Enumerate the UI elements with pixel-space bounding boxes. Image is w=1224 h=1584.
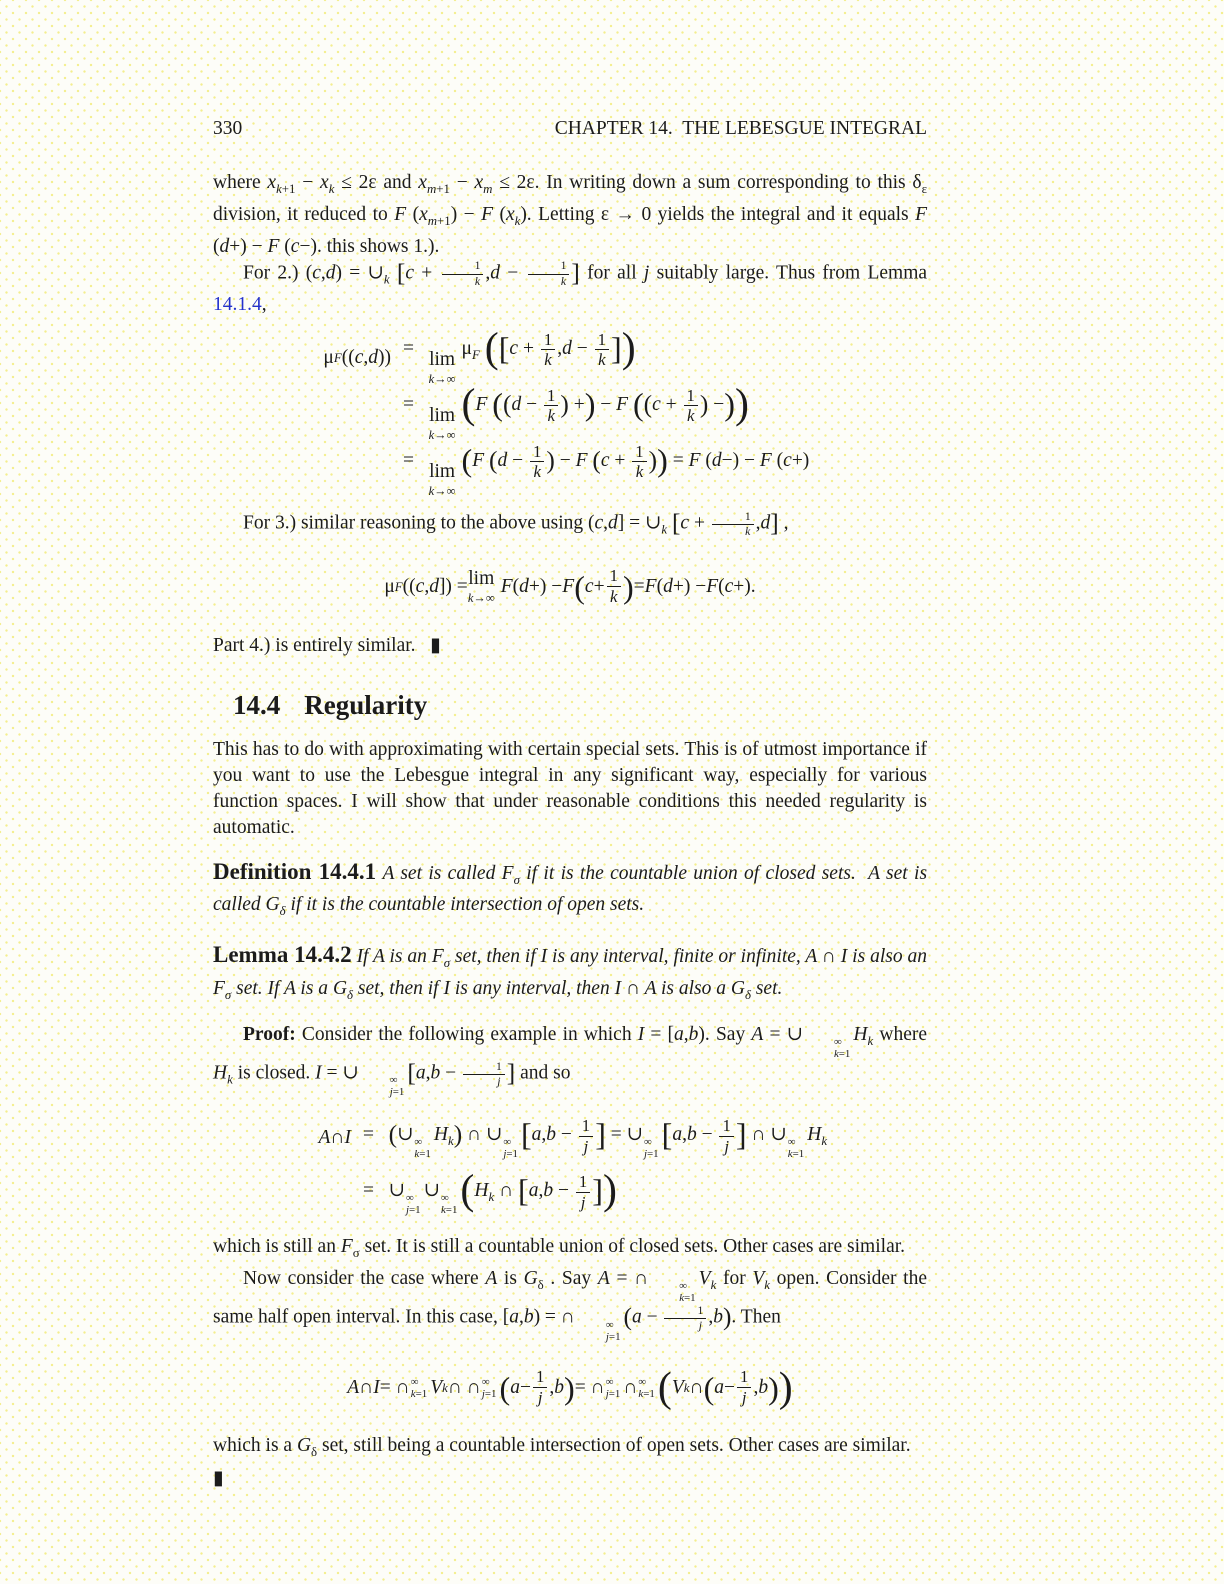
qed-symbol: ▮ — [213, 1468, 224, 1490]
section-title: Regularity — [304, 689, 428, 720]
paragraph-part-4: Part 4.) is entirely similar. ▮ — [213, 634, 441, 656]
paragraph-for-3: For 3.) similar reasoning to the above using $(c,d] = \cup_k$ [c + $\frac{1}{k}$ ,d] , — [243, 509, 789, 539]
equation-row — [289, 1166, 927, 1222]
paragraph-for-2: For 2.) $(c,d) = \cup_k$ [c + $\frac{1}{k}$ ,d − $\frac{1}{k}$ ] for all j suitably large. Thus from Lemma 14.1.4, — [213, 258, 928, 316]
lemma-body: If A is an $F_\sigma$ set, then if I is any interval, finite or infinite, A ∩ I is also an $F_\sigma$ set. If A is a $G_\delta$ set, then if I is any interval, then I ∩ A is also a $G_\delta$ set. — [213, 946, 927, 1003]
paragraph-proof: Proof: Consider the following example in which I = [a,b). Say A = ∪ ∞ k=1 $H_k$ where $H_k$ is closed. I = ∪ ∞ j=1 [a,b − $\frac{1}{j}$ ] and so — [213, 1024, 927, 1099]
paragraph-fsigma-conclusion: which is still an $F_\sigma$ set. It is still a countable union of closed sets. Other cases are similar. — [213, 1236, 906, 1261]
equation-rhs: = lim k→∞ (F ((d − $\frac{1}{k}$ ) +) − F ((c + $\frac{1}{k}$ ) −)) — [403, 381, 749, 442]
equation-lhs: μ F (( c , d )) — [323, 347, 391, 369]
display-equation-half-open: μ F (( c , d ]) = lim k→∞ F ( d +) − F ( c + $\frac{1}{k}$ ) = F ( d +) − F ( c +). — [384, 566, 756, 606]
display-equation-a-cap-i-intersection: A ∩ I = ∩ ∞ k=1 V k ∩ ∩ ∞ j=1 ( a − $\frac{1}{j}$ , b ) = ∩ ∞ j=1 ∩ ∞ k=1 ( V k ∩ ( a − $\frac{1}{j}$ , b ) ) — [347, 1364, 793, 1411]
definition-block — [213, 859, 927, 925]
equation-row — [281, 325, 927, 386]
equation-rhs: = (∪ ∞ k=1 $H_k$) ∩ ∪ ∞ j=1 [a,b − $\frac{1}{j}$ ] = ∪ ∞ j=1 [a,b − $\frac{1}{j}$ ] ∩ ∪ ∞ k=1 $H_k$ — [363, 1115, 828, 1160]
textbook-page — [213, 116, 927, 1492]
definition-body: A set is called $F_\sigma$ if it is the countable union of closed sets. A set is called $G_\delta$ if it is the countable intersection of open sets. — [213, 862, 928, 919]
lemma-ref-link[interactable]: 14.1.4 — [213, 294, 262, 316]
equation-row — [281, 381, 927, 442]
equation-rhs: = lim k→∞ $\mu_F$ ([c + $\frac{1}{k}$ ,d − $\frac{1}{k}$ ]) — [403, 325, 636, 386]
lemma-label: Lemma 14.4.2 — [213, 942, 352, 968]
paragraph-section-intro: This has to do with approximating with certain special sets. This is of utmost importance if you want to use the Lebesgue integral in any significant way, especially for various function spaces. I will show that under reasonable conditions this needed regularity is automatic. — [213, 738, 927, 838]
equation-row — [289, 1110, 927, 1166]
equation-rhs: = lim k→∞ (F (d − $\frac{1}{k}$ ) − F (c + $\frac{1}{k}$ )) = F (d−) − F (c+) — [403, 441, 810, 498]
chapter-title: CHAPTER 14. THE LEBESGUE INTEGRAL — [554, 118, 927, 139]
equation-rhs: = ∪ ∞ j=1 ∪ ∞ k=1 ($H_k$ ∩ [a,b − $\frac{1}{j}$ ]) — [363, 1167, 617, 1216]
display-equation-mu-f — [281, 325, 927, 498]
lemma-block — [213, 942, 927, 1008]
paragraph-gdelta-conclusion: which is a $G_\delta$ set, still being a countable intersection of open sets. Other cases are similar. — [213, 1434, 911, 1459]
equation-lhs: A ∩ I — [318, 1127, 351, 1149]
section-heading — [233, 689, 927, 721]
section-number: 14.4 — [233, 689, 281, 720]
paragraph-gdelta-case: Now consider the case where A is $G_\delta$ . Say A = ∩ ∞ k=1 $V_k$ for $V_k$ open. Consider the same half open interval. In this case, [a,b) = ∩ ∞ j=1 (a − $\frac{1}{j}$ ,b). Then — [213, 1268, 928, 1343]
paragraph-overview: where $x_{k+1} - x_k \le 2\varepsilon$ and $x_{m+1} - x_m \le 2\varepsilon$. In writing down a sum corresponding to this $\delta_\varepsilon$ division, it reduced to F $(x_{m+1}) - F$ $(x_k)$. Letting ε → 0 yields the integral and it equals F (d+) − F (c−). this shows 1.). — [213, 172, 928, 257]
page-header — [213, 116, 927, 142]
page-number: 330 — [213, 118, 243, 139]
definition-label: Definition 14.4.1 — [213, 858, 377, 884]
equation-row — [281, 442, 927, 498]
display-equation-a-cap-i-union — [289, 1110, 927, 1222]
